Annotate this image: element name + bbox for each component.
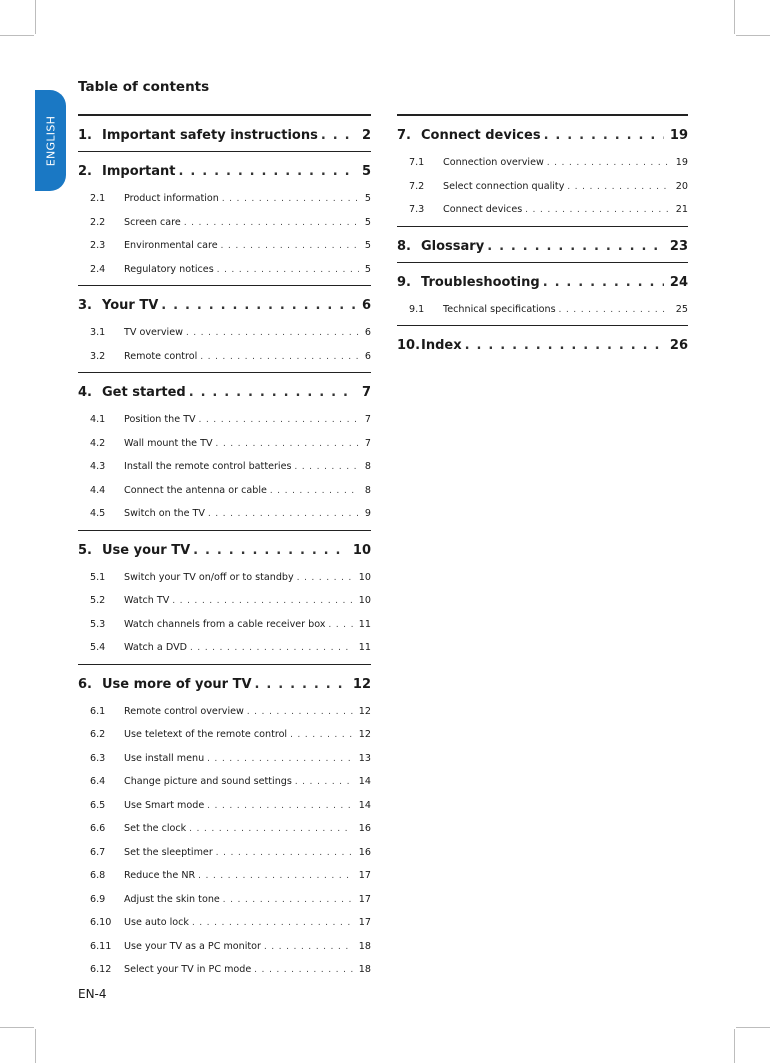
chapter-number: 5. <box>78 542 92 558</box>
subsection-title: Wall mount the TV <box>124 437 213 449</box>
toc-subsection-entry[interactable] <box>78 864 371 888</box>
subsection-page: 8 <box>364 484 371 496</box>
dot-leader <box>208 503 359 526</box>
dot-leader <box>297 567 353 590</box>
subsection-title: Install the remote control batteries <box>124 461 292 472</box>
chapter-page: 6 <box>361 298 371 313</box>
subsection-number: 4.3 <box>90 461 106 472</box>
toc-chapter-entry[interactable] <box>78 152 371 187</box>
toc-subsection-entry[interactable] <box>78 479 371 503</box>
toc-chapter-entry[interactable] <box>78 531 371 566</box>
dot-leader <box>487 227 664 262</box>
chapter-page: 2 <box>361 128 371 143</box>
subsection-number: 6.2 <box>90 729 106 740</box>
toc-section <box>397 325 688 361</box>
subsection-number: 5.3 <box>90 618 106 630</box>
page-title: Table of contents <box>78 79 210 95</box>
subsection-title: Use teletext of the remote control <box>124 729 288 740</box>
crop-mark <box>0 1027 34 1028</box>
toc-subsection-entry[interactable] <box>78 432 371 456</box>
subsection-title: Adjust the skin tone <box>124 893 220 905</box>
subsection-title: Position the TV <box>124 414 196 425</box>
toc-subsection-entry[interactable] <box>78 700 371 724</box>
subsection-page: 9 <box>364 508 371 519</box>
toc-left-column <box>78 114 371 986</box>
chapter-title: Use more of your TV <box>102 676 252 692</box>
subsection-title: Change picture and sound settings <box>124 776 292 787</box>
dot-leader <box>216 842 353 865</box>
subsection-page: 16 <box>358 846 371 858</box>
subsection-page: 11 <box>358 642 371 653</box>
subsection-number: 5.4 <box>90 642 106 653</box>
subsection-title: Connect devices <box>443 204 523 215</box>
crop-mark <box>35 0 36 34</box>
toc-chapter-entry[interactable] <box>397 326 688 361</box>
subsection-number: 6.7 <box>90 846 106 858</box>
subsection-page: 13 <box>358 752 371 764</box>
subsection-page: 18 <box>358 940 371 952</box>
subsection-title: Remote control overview <box>124 705 244 717</box>
subsection-title: Reduce the NR <box>124 870 196 881</box>
subsection-page: 17 <box>358 893 371 905</box>
crop-mark <box>734 1029 735 1063</box>
toc-subsection-list <box>397 151 688 226</box>
subsection-number: 2.3 <box>90 240 106 251</box>
subsection-page: 14 <box>358 799 371 811</box>
subsection-page: 20 <box>675 180 688 192</box>
subsection-page: 11 <box>358 618 371 630</box>
chapter-number: 6. <box>78 676 92 692</box>
chapter-title: Important safety instructions <box>102 128 318 143</box>
subsection-number: 6.5 <box>90 799 106 811</box>
chapter-page: 26 <box>669 338 688 353</box>
dot-leader <box>221 235 359 258</box>
subsection-page: 10 <box>358 595 371 606</box>
toc-section <box>78 151 371 285</box>
chapter-page: 5 <box>361 164 371 179</box>
dot-leader <box>255 665 347 700</box>
subsection-number: 5.1 <box>90 571 106 583</box>
dot-leader <box>222 188 359 211</box>
dot-leader <box>567 176 669 199</box>
dot-leader <box>559 299 670 322</box>
dot-leader <box>193 531 347 566</box>
subsection-title: Use install menu <box>124 752 205 764</box>
toc-subsection-list <box>78 187 371 285</box>
subsection-number: 4.4 <box>90 484 106 496</box>
dot-leader <box>247 701 353 724</box>
subsection-number: 6.4 <box>90 776 106 787</box>
toc-subsection-entry[interactable] <box>78 187 371 211</box>
chapter-number: 3. <box>78 298 92 313</box>
dot-leader <box>264 936 353 959</box>
crop-mark <box>736 35 770 36</box>
subsection-number: 2.4 <box>90 263 106 275</box>
subsection-page: 5 <box>364 240 371 251</box>
toc-subsection-entry[interactable] <box>78 794 371 818</box>
crop-mark <box>0 35 34 36</box>
chapter-title: Your TV <box>102 298 159 313</box>
subsection-page: 5 <box>364 216 371 228</box>
toc-subsection-entry[interactable] <box>397 298 688 322</box>
toc-chapter-entry[interactable] <box>78 665 371 700</box>
dot-leader <box>198 865 353 888</box>
subsection-number: 4.2 <box>90 437 106 449</box>
chapter-page: 7 <box>361 385 371 400</box>
dot-leader <box>189 373 356 408</box>
chapter-title: Glossary <box>421 238 485 254</box>
subsection-number: 7.1 <box>409 157 425 168</box>
subsection-page: 19 <box>675 157 688 168</box>
toc-subsection-entry[interactable] <box>78 841 371 865</box>
subsection-title: Product information <box>124 193 219 204</box>
chapter-number: 2. <box>78 164 92 179</box>
subsection-page: 7 <box>364 414 371 425</box>
toc-section <box>397 226 688 262</box>
subsection-number: 6.1 <box>90 705 106 717</box>
chapter-number: 10. <box>397 338 421 353</box>
toc-section <box>78 285 371 372</box>
dot-leader <box>179 152 356 187</box>
subsection-number: 7.2 <box>409 180 425 192</box>
subsection-title: Switch your TV on/off or to standby <box>124 571 294 583</box>
chapter-number: 7. <box>397 128 411 143</box>
toc-subsection-entry[interactable] <box>78 723 371 747</box>
dot-leader <box>161 286 356 321</box>
subsection-page: 6 <box>364 327 371 338</box>
toc-subsection-entry[interactable] <box>78 211 371 235</box>
toc-section <box>78 664 371 986</box>
dot-leader <box>270 480 359 503</box>
subsection-title: TV overview <box>124 327 183 338</box>
subsection-page: 7 <box>364 437 371 449</box>
toc-subsection-entry[interactable] <box>397 175 688 199</box>
subsection-number: 4.1 <box>90 414 106 425</box>
chapter-title: Get started <box>102 385 186 400</box>
toc-subsection-entry[interactable] <box>78 258 371 282</box>
toc-subsection-list <box>78 700 371 986</box>
toc-subsection-list <box>78 408 371 530</box>
chapter-number: 4. <box>78 385 92 400</box>
dot-leader <box>295 771 353 794</box>
subsection-page: 14 <box>358 776 371 787</box>
subsection-title: Use auto lock <box>124 917 189 928</box>
subsection-number: 6.9 <box>90 893 106 905</box>
chapter-page: 24 <box>669 274 688 290</box>
subsection-page: 21 <box>675 204 688 215</box>
subsection-title: Connect the antenna or cable <box>124 484 267 496</box>
chapter-title: Connect devices <box>421 128 541 143</box>
chapter-title: Important <box>102 164 176 179</box>
language-tab <box>35 90 66 191</box>
toc-subsection-entry[interactable] <box>397 198 688 222</box>
dot-leader <box>465 326 664 361</box>
subsection-number: 7.3 <box>409 204 425 215</box>
subsection-number: 9.1 <box>409 303 425 315</box>
dot-leader <box>199 409 359 432</box>
subsection-title: Environmental care <box>124 240 218 251</box>
subsection-number: 3.2 <box>90 350 106 362</box>
subsection-page: 16 <box>358 823 371 834</box>
toc-subsection-list <box>78 321 371 372</box>
subsection-page: 17 <box>358 870 371 881</box>
crop-mark <box>734 0 735 34</box>
dot-leader <box>192 912 353 935</box>
subsection-page: 25 <box>675 303 688 315</box>
dot-leader <box>190 637 353 660</box>
page-number: EN-4 <box>78 987 107 1001</box>
subsection-title: Connection overview <box>443 157 544 168</box>
toc-chapter-entry[interactable] <box>397 263 688 298</box>
toc-subsection-entry[interactable] <box>78 566 371 590</box>
subsection-title: Regulatory notices <box>124 263 214 275</box>
toc-subsection-entry[interactable] <box>78 935 371 959</box>
subsection-page: 8 <box>364 461 371 472</box>
toc-section <box>397 262 688 326</box>
subsection-page: 10 <box>358 571 371 583</box>
toc-subsection-entry[interactable] <box>78 234 371 258</box>
chapter-page: 10 <box>352 542 371 558</box>
dot-leader <box>254 959 353 982</box>
subsection-page: 5 <box>364 263 371 275</box>
dot-leader <box>216 433 359 456</box>
dot-leader <box>547 152 670 175</box>
toc-section <box>78 530 371 664</box>
subsection-title: Use your TV as a PC monitor <box>124 940 261 952</box>
chapter-page: 23 <box>669 238 688 254</box>
dot-leader <box>172 590 352 613</box>
dot-leader <box>207 748 353 771</box>
subsection-number: 6.8 <box>90 870 106 881</box>
dot-leader <box>223 889 353 912</box>
toc-section <box>78 114 371 151</box>
crop-mark <box>736 1027 770 1028</box>
chapter-title: Index <box>421 338 462 353</box>
toc-subsection-entry[interactable] <box>78 345 371 369</box>
subsection-page: 17 <box>358 917 371 928</box>
dot-leader <box>544 116 664 151</box>
toc-subsection-entry[interactable] <box>78 589 371 613</box>
subsection-title: Screen care <box>124 216 181 228</box>
toc-chapter-entry[interactable] <box>78 286 371 321</box>
toc-section <box>78 372 371 530</box>
subsection-title: Watch channels from a cable receiver box <box>124 618 326 630</box>
subsection-title: Select connection quality <box>443 180 565 192</box>
chapter-title: Use your TV <box>102 542 191 558</box>
chapter-number: 8. <box>397 238 411 254</box>
chapter-number: 9. <box>397 274 411 290</box>
toc-subsection-list <box>397 298 688 326</box>
subsection-page: 12 <box>358 729 371 740</box>
toc-chapter-entry[interactable] <box>78 116 371 151</box>
toc-subsection-list <box>78 566 371 664</box>
toc-subsection-entry[interactable] <box>78 770 371 794</box>
toc-chapter-entry[interactable] <box>397 116 688 151</box>
dot-leader <box>295 456 359 479</box>
subsection-title: Watch a DVD <box>124 642 188 653</box>
dot-leader <box>200 346 359 369</box>
chapter-page: 19 <box>669 128 688 143</box>
toc-subsection-entry[interactable] <box>78 888 371 912</box>
subsection-page: 5 <box>364 193 371 204</box>
toc-chapter-entry[interactable] <box>397 227 688 262</box>
subsection-number: 5.2 <box>90 595 106 606</box>
dot-leader <box>329 614 353 637</box>
toc-subsection-entry[interactable] <box>78 911 371 935</box>
subsection-number: 6.3 <box>90 752 106 764</box>
dot-leader <box>290 724 353 747</box>
crop-mark <box>35 1029 36 1063</box>
subsection-title: Set the sleeptimer <box>124 846 213 858</box>
subsection-title: Select your TV in PC mode <box>124 964 252 975</box>
subsection-title: Use Smart mode <box>124 799 205 811</box>
subsection-title: Set the clock <box>124 823 187 834</box>
language-tab-label: ENGLISH <box>44 115 57 166</box>
toc-subsection-entry[interactable] <box>78 408 371 432</box>
dot-leader <box>184 212 359 235</box>
subsection-title: Watch TV <box>124 595 170 606</box>
subsection-number: 2.2 <box>90 216 106 228</box>
toc-subsection-entry[interactable] <box>78 817 371 841</box>
subsection-title: Remote control <box>124 350 198 362</box>
subsection-number: 6.6 <box>90 823 106 834</box>
toc-subsection-entry[interactable] <box>78 321 371 345</box>
subsection-number: 4.5 <box>90 508 106 519</box>
toc-subsection-entry[interactable] <box>78 455 371 479</box>
toc-subsection-entry[interactable] <box>78 613 371 637</box>
toc-subsection-entry[interactable] <box>397 151 688 175</box>
dot-leader <box>207 795 353 818</box>
toc-section <box>397 114 688 226</box>
subsection-number: 6.11 <box>90 940 112 952</box>
subsection-number: 2.1 <box>90 193 106 204</box>
toc-subsection-entry[interactable] <box>78 747 371 771</box>
subsection-page: 6 <box>364 350 371 362</box>
dot-leader <box>189 818 353 841</box>
subsection-number: 6.12 <box>90 964 112 975</box>
chapter-page: 12 <box>352 676 371 692</box>
subsection-number: 3.1 <box>90 327 106 338</box>
subsection-page: 18 <box>358 964 371 975</box>
dot-leader <box>217 259 359 282</box>
dot-leader <box>186 322 359 345</box>
dot-leader <box>525 199 670 222</box>
toc-subsection-entry[interactable] <box>78 958 371 982</box>
toc-right-column <box>397 114 688 361</box>
subsection-title: Technical specifications <box>443 303 556 315</box>
toc-chapter-entry[interactable] <box>78 373 371 408</box>
toc-subsection-entry[interactable] <box>78 502 371 526</box>
chapter-title: Troubleshooting <box>421 274 540 290</box>
subsection-number: 6.10 <box>90 917 112 928</box>
dot-leader <box>321 116 356 151</box>
chapter-number: 1. <box>78 128 92 143</box>
toc-subsection-entry[interactable] <box>78 636 371 660</box>
dot-leader <box>543 263 664 298</box>
subsection-title: Switch on the TV <box>124 508 205 519</box>
subsection-page: 12 <box>358 705 371 717</box>
